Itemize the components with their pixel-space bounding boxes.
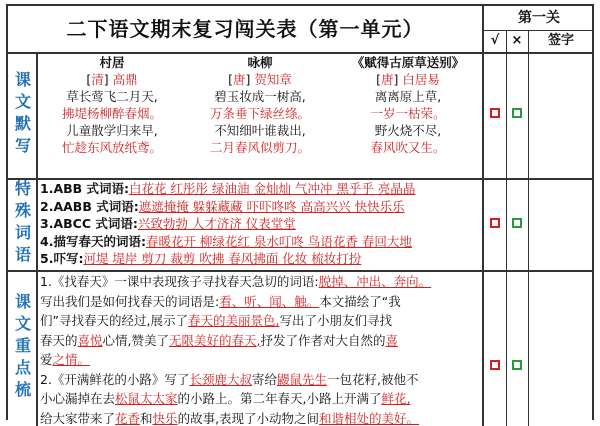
poem-line: 碧玉妆成一树高,: [186, 88, 334, 105]
cross-box[interactable]: [512, 108, 522, 118]
pass-column-header: [482, 6, 594, 52]
poem-line: 二月春风似剪刀。: [186, 139, 334, 156]
check-cells: [482, 270, 594, 426]
keypoint-line: 2.《开满鲜花的小路》写了长颈鹿大叔寄给鼹鼠先生一包花籽,被他不: [40, 370, 480, 390]
review-sheet: [6, 4, 594, 420]
poem-cunju: [38, 54, 186, 156]
poem-line: 儿童散学归来早,: [38, 122, 186, 139]
cross-column-label: ×: [506, 30, 529, 52]
poem-line: 不知细叶谁裁出,: [186, 122, 334, 139]
check-cells: [482, 52, 594, 178]
keypoint-line: 给大家带来了花香和快乐的故事,表现了小动物之间和谐相处的美好。: [40, 409, 480, 426]
words-section: [8, 178, 592, 272]
word-line: 5.吓写:河堤 堤岸 剪刀 裁剪 吹拂 春风拂面 化妆 梳妆打扮: [40, 250, 482, 268]
keypoint-line: 春天的喜悦心情,赞美了无限美好的春天,抒发了作者对大自然的喜: [40, 331, 480, 351]
cross-box[interactable]: [512, 360, 522, 370]
keypoint-line: 小心漏掉在去松鼠太太家的小路上。第二年春天,小路上开满了鲜花,: [40, 389, 480, 409]
poem-author: [唐] 白居易: [334, 71, 482, 88]
pass-title: 第一关: [484, 6, 594, 31]
keypoint-line: 1.《找春天》一课中表现孩子寻找春天急切的词语:脱掉、冲出、奔向。: [40, 272, 480, 292]
section-label: 特殊词语: [8, 178, 38, 270]
poem-line: 万条垂下绿丝绦。: [186, 105, 334, 122]
cross-box[interactable]: [512, 218, 522, 228]
sign-column-label: 签字: [528, 30, 594, 52]
word-line: 1.ABB 式词语:白花花 红彤彤 绿油油 金灿灿 气冲冲 黑乎乎 亮晶晶: [40, 180, 482, 198]
words-content: [38, 178, 482, 270]
page-title: 二下语文期末复习闯关表（第一单元）: [8, 6, 482, 52]
check-box[interactable]: [490, 218, 500, 228]
poem-line: 野火烧不尽,: [334, 122, 482, 139]
poem-author: [唐] 贺知章: [186, 71, 334, 88]
poem-line: 离离原上草,: [334, 88, 482, 105]
poem-content: [38, 52, 482, 178]
check-box[interactable]: [490, 108, 500, 118]
word-line: 4.描写春天的词语:春暖花开 柳绿花红 泉水叮咚 鸟语花香 春回大地: [40, 233, 482, 251]
poem-section: [8, 52, 592, 180]
keypoint-line: 们”寻找春天的经过,展示了春天的美丽景色,写出了小朋友们寻找: [40, 311, 480, 331]
poem-line: 春风吹又生。: [334, 139, 482, 156]
word-line: 2.AABB 式词语:遮遮掩掩 躲躲藏藏 吓吓咚咚 高高兴兴 快快乐乐: [40, 198, 482, 216]
poem-title: 咏柳: [186, 54, 334, 71]
check-cells: [482, 178, 594, 270]
word-line: 3.ABCC 式词语:兴致勃勃 人才济济 仪表堂堂: [40, 215, 482, 233]
poem-fudeguyuan: [334, 54, 482, 156]
keypoints-section: [8, 270, 592, 426]
poem-line: 草长莺飞二月天,: [38, 88, 186, 105]
section-label: 课文重点梳: [8, 270, 38, 426]
sheet-header: [8, 6, 592, 54]
keypoint-line: 爱之情。: [40, 350, 480, 370]
keypoints-content: [38, 270, 482, 426]
poem-author: [清] 高鼎: [38, 71, 186, 88]
poem-yongliu: [186, 54, 334, 156]
poem-line: 一岁一枯荣。: [334, 105, 482, 122]
poem-title: 《赋得古原草送别》: [334, 54, 482, 71]
check-column-label: √: [484, 30, 507, 52]
section-label: 课文默写: [8, 52, 38, 178]
keypoint-line: 写出我们是如何找春天的词语是:看、听、闻、触。本文描绘了“我: [40, 292, 480, 312]
poem-line: 忙趁东风放纸鸢。: [38, 139, 186, 156]
poem-title: 村居: [38, 54, 186, 71]
check-box[interactable]: [490, 360, 500, 370]
poem-line: 拂堤杨柳醉春烟。: [38, 105, 186, 122]
